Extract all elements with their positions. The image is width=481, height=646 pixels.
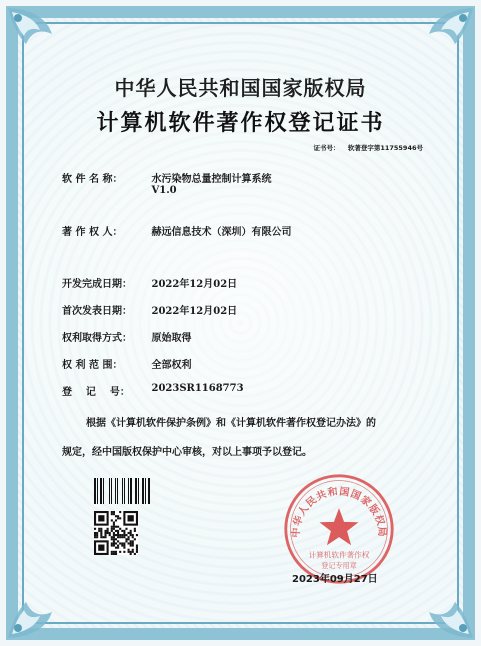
qr-module: [107, 530, 109, 532]
corner-ornament-icon: [4, 572, 74, 642]
qr-module: [111, 536, 113, 538]
qr-module: [117, 530, 119, 532]
qr-module: [111, 511, 113, 513]
qr-module: [111, 528, 113, 530]
qr-module: [125, 540, 127, 542]
field-label: 首次发表日期：: [62, 306, 132, 317]
qr-module: [117, 532, 119, 534]
qr-module: [113, 540, 115, 542]
field-label: 权 利 范 围：: [62, 360, 123, 371]
qr-module: [134, 530, 136, 532]
field-value: [151, 170, 271, 196]
qr-module: [132, 551, 134, 553]
qr-module: [111, 526, 113, 528]
qr-module: [113, 534, 115, 536]
qr-module: [113, 542, 115, 544]
qr-module: [121, 542, 123, 544]
qr-module: [130, 540, 132, 542]
barcode-bar: [138, 478, 139, 504]
qr-module: [119, 536, 121, 538]
qr-module: [102, 536, 104, 538]
qr-module: [109, 532, 111, 534]
qr-module: [115, 515, 117, 517]
qr-module: [136, 549, 138, 551]
qr-module: [109, 534, 111, 536]
field-value: 赫远信息技术（深圳）有限公司: [151, 227, 292, 238]
barcode-bar: [128, 478, 129, 504]
field-label: 权利取得方式：: [62, 333, 132, 344]
seal-outer-text: 中华人民共和国国家版权局: [290, 486, 388, 538]
qr-module: [134, 553, 136, 555]
qr-module: [96, 532, 98, 534]
seal-star-icon: [320, 508, 359, 545]
qr-module: [119, 517, 121, 519]
qr-module: [98, 530, 100, 532]
qr-module: [121, 530, 123, 532]
qr-module: [113, 524, 115, 526]
qr-module: [123, 530, 125, 532]
field-label: 开发完成日期：: [62, 279, 132, 290]
qr-module: [115, 519, 117, 521]
qr-module: [115, 534, 117, 536]
qr-module: [98, 545, 104, 551]
qr-module: [104, 532, 106, 534]
qr-module: [113, 513, 115, 515]
qr-module: [119, 528, 121, 530]
qr-module: [123, 551, 125, 553]
qr-module: [128, 536, 130, 538]
corner-ornament-icon: [407, 4, 477, 74]
qr-module: [111, 530, 113, 532]
qr-module: [117, 540, 119, 542]
qr-module: [128, 515, 134, 521]
qr-module: [113, 538, 115, 540]
qr-module: [132, 545, 134, 547]
qr-module: [125, 534, 127, 536]
qr-module: [132, 542, 134, 544]
field-completion-date: [62, 275, 237, 290]
qr-module: [123, 536, 125, 538]
qr-module: [136, 534, 138, 536]
qr-module: [115, 542, 117, 544]
qr-module: [128, 538, 130, 540]
qr-module: [107, 532, 109, 534]
qr-module: [136, 551, 138, 553]
statement-line-1: 根据《计算机软件保护条例》和《计算机软件著作权登记办法》的: [86, 418, 376, 429]
barcode-bar: [109, 478, 110, 504]
qr-module: [96, 536, 98, 538]
qr-module: [94, 534, 96, 536]
qr-module: [113, 521, 115, 523]
qr-module: [113, 545, 115, 547]
qr-module: [123, 534, 125, 536]
qr-module: [123, 532, 125, 534]
barcode-bar: [124, 478, 125, 504]
qr-module: [117, 526, 119, 528]
qr-module: [130, 553, 132, 555]
barcode-bar: [148, 478, 150, 504]
qr-module: [115, 530, 117, 532]
qr-module: [123, 547, 125, 549]
qr-module: [119, 551, 121, 553]
certificate-number-value: 软著登字第11755946号: [347, 144, 423, 152]
seal-inner-line1: 计算机软件著作权: [308, 550, 370, 560]
qr-code-icon: [94, 511, 138, 555]
certificate-title: 计算机软件著作权登记证书: [96, 110, 385, 136]
qr-module: [113, 532, 115, 534]
statement-line-2: 规定，经中国版权保护中心审核，对以上事项予以登记。: [62, 447, 312, 458]
qr-module: [100, 532, 102, 534]
qr-module: [117, 515, 119, 517]
qr-module: [111, 542, 113, 544]
qr-module: [117, 547, 119, 549]
certificate-number: [314, 143, 423, 152]
qr-module: [111, 513, 113, 515]
qr-module: [128, 549, 130, 551]
field-software-name: [62, 170, 271, 196]
qr-module: [111, 519, 113, 521]
qr-module: [104, 536, 106, 538]
qr-module: [94, 532, 96, 534]
software-name-line1: 水污染物总量控制计算系统: [151, 174, 272, 185]
qr-module: [125, 538, 127, 540]
qr-module: [115, 553, 117, 555]
qr-module: [119, 542, 121, 544]
qr-module: [119, 511, 121, 513]
barcode-bar: [122, 478, 124, 504]
barcode-bar: [115, 478, 116, 504]
qr-module: [107, 528, 109, 530]
qr-module: [98, 528, 100, 530]
qr-module: [132, 540, 134, 542]
qr-module: [115, 551, 117, 553]
qr-module: [130, 551, 132, 553]
qr-module: [117, 534, 119, 536]
qr-module: [128, 542, 130, 544]
qr-module: [100, 528, 102, 530]
field-copyright-holder: [62, 223, 291, 238]
field-acquisition-method: [62, 329, 191, 344]
certificate-number-label: 证书号：: [313, 144, 340, 152]
qr-module: [113, 536, 115, 538]
qr-module: [136, 547, 138, 549]
qr-module: [115, 547, 117, 549]
qr-module: [130, 542, 132, 544]
qr-module: [130, 534, 132, 536]
barcode-bar: [103, 478, 104, 504]
barcode-bar: [117, 478, 118, 504]
field-first-publication-date: [62, 302, 237, 317]
field-rights-scope: [62, 356, 191, 371]
field-value: 2022年12月02日: [151, 279, 238, 290]
qr-module: [130, 532, 132, 534]
qr-module: [98, 515, 104, 521]
qr-module: [111, 551, 113, 553]
qr-module: [113, 551, 115, 553]
qr-module: [121, 534, 123, 536]
qr-module: [111, 553, 113, 555]
field-value: 2023SR1168773: [151, 383, 244, 394]
barcode-bar: [130, 478, 133, 504]
software-name-line2: V1.0: [151, 185, 177, 196]
barcode-bar: [135, 478, 137, 504]
qr-module: [125, 528, 127, 530]
field-value: 原始取得: [151, 333, 192, 344]
qr-module: [100, 536, 102, 538]
barcode-icon: [94, 478, 150, 504]
qr-module: [121, 536, 123, 538]
qr-module: [123, 542, 125, 544]
qr-module: [128, 532, 130, 534]
qr-module: [130, 530, 132, 532]
qr-module: [132, 549, 134, 551]
qr-module: [96, 534, 98, 536]
qr-module: [113, 526, 115, 528]
qr-module: [94, 536, 96, 538]
barcode-bar: [145, 478, 146, 504]
issuer-title: 中华人民共和国国家版权局: [114, 76, 367, 100]
qr-module: [104, 534, 106, 536]
qr-module: [117, 545, 119, 547]
qr-module: [104, 530, 106, 532]
barcode-bar: [100, 478, 102, 504]
corner-ornament-icon: [407, 572, 477, 642]
issue-date: 2023年09月27日: [292, 574, 378, 585]
qr-module: [94, 528, 96, 530]
qr-module: [132, 534, 134, 536]
qr-module: [111, 545, 113, 547]
field-label: 著 作 权 人：: [62, 227, 123, 238]
qr-module: [115, 526, 117, 528]
qr-module: [119, 534, 121, 536]
qr-module: [115, 538, 117, 540]
corner-ornament-icon: [4, 4, 74, 74]
barcode-bar: [97, 478, 98, 504]
seal-inner-line2: 登记专用章: [321, 560, 357, 570]
qr-module: [100, 530, 102, 532]
qr-module: [123, 545, 125, 547]
qr-module: [128, 551, 130, 553]
field-label: 软 件 名 称：: [62, 174, 123, 185]
qr-module: [113, 553, 115, 555]
barcode-bar: [94, 478, 96, 504]
qr-module: [134, 528, 136, 530]
qr-module: [136, 545, 138, 547]
qr-module: [113, 528, 115, 530]
qr-module: [100, 534, 102, 536]
qr-module: [117, 536, 119, 538]
qr-module: [130, 545, 132, 547]
barcode-bar: [142, 478, 144, 504]
field-value: 2022年12月02日: [151, 306, 238, 317]
qr-module: [121, 545, 123, 547]
official-seal: [282, 472, 396, 586]
qr-module: [132, 536, 134, 538]
qr-module: [134, 538, 136, 540]
field-registration-number: [62, 383, 244, 398]
qr-module: [113, 511, 115, 513]
barcode-bar: [111, 478, 112, 504]
qr-module: [111, 538, 113, 540]
field-value: 全部权利: [151, 360, 192, 371]
field-label: 登 记 号：: [62, 387, 130, 398]
qr-module: [117, 517, 119, 519]
